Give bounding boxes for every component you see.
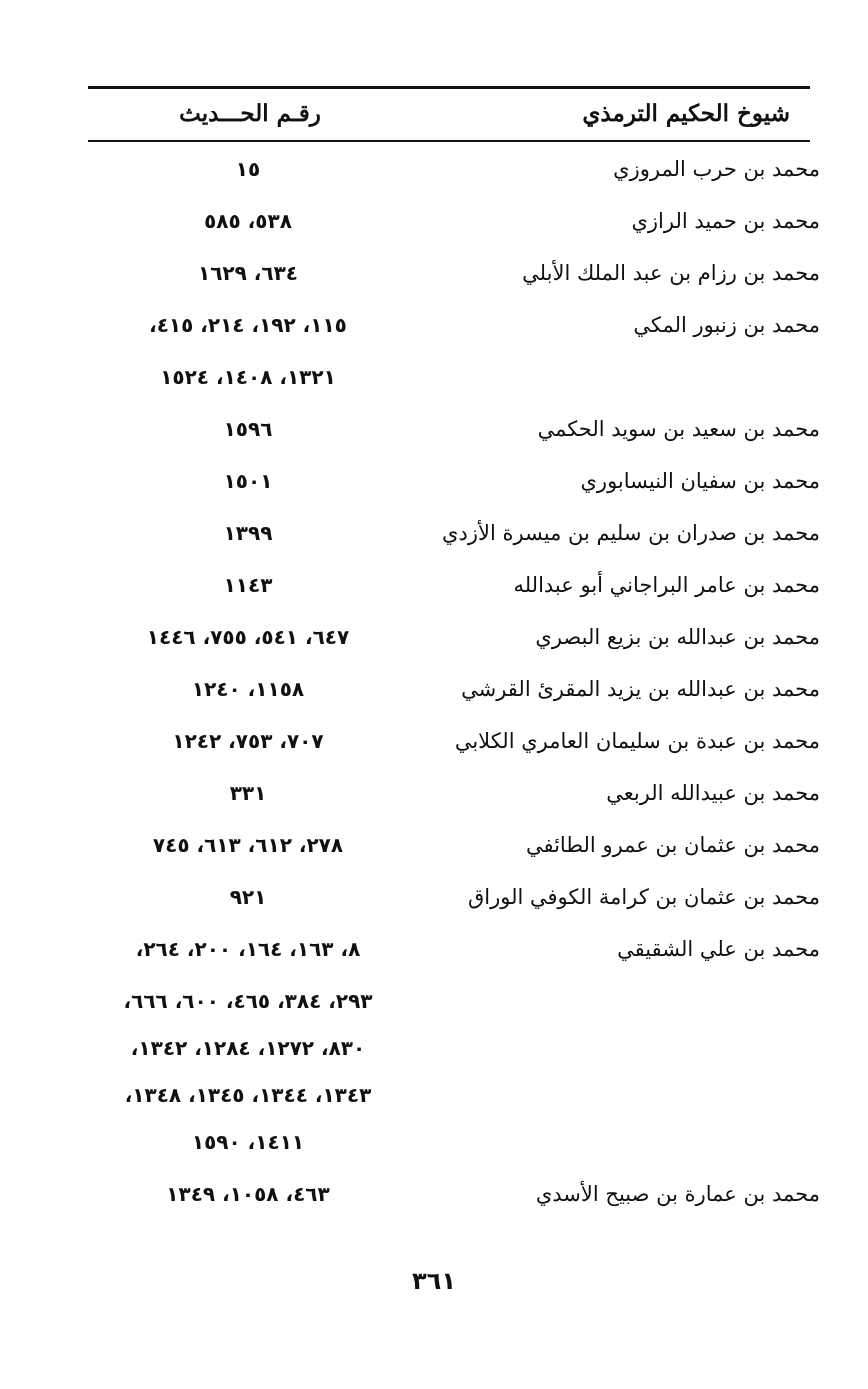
hadith-numbers: ٦٣٤، ١٦٢٩ <box>197 261 298 285</box>
hadith-numbers: ١٤١١، ١٥٩٠ <box>191 1130 305 1154</box>
sheikh-name: محمد بن حميد الرازي <box>631 209 820 233</box>
sheikh-name: محمد بن عثمان بن عمرو الطائفي <box>525 833 820 857</box>
hadith-numbers: ٩٢١ <box>229 885 267 909</box>
header-hadith-numbers: رقـم الحـــديث <box>179 100 321 127</box>
table-row <box>88 664 820 716</box>
table-row <box>88 248 820 300</box>
page-number: ٣٦١ <box>412 1267 456 1295</box>
hadith-numbers: ٢٧٨، ٦١٢، ٦١٣، ٧٤٥ <box>152 833 344 857</box>
table-row <box>88 456 820 508</box>
sheikh-name: محمد بن عبدالله بن بزيع البصري <box>535 625 820 649</box>
hadith-numbers: ١١٤٣ <box>223 573 273 597</box>
table-row <box>88 508 820 560</box>
table-row <box>88 300 820 352</box>
hadith-numbers: ١٥٠١ <box>223 469 273 493</box>
sheikh-name: محمد بن عمارة بن صبيح الأسدي <box>535 1182 820 1206</box>
hadith-numbers: ٢٩٣، ٣٨٤، ٤٦٥، ٦٠٠، ٦٦٦، <box>123 989 373 1013</box>
sheikh-name: محمد بن صدران بن سليم بن ميسرة الأزدي <box>442 521 820 545</box>
sheikh-name: محمد بن عثمان بن كرامة الكوفي الوراق <box>467 885 820 909</box>
table-row <box>88 560 820 612</box>
sheikh-name: محمد بن سعيد بن سويد الحكمي <box>537 417 820 441</box>
hadith-numbers: ٣٣١ <box>229 781 267 805</box>
hadith-numbers: ٤٦٣، ١٠٥٨، ١٣٤٩ <box>166 1182 330 1206</box>
hadith-numbers: ٦٤٧، ٥٤١، ٧٥٥، ١٤٤٦ <box>146 625 350 649</box>
hadith-numbers: ١٣٤٣، ١٣٤٤، ١٣٤٥، ١٣٤٨، <box>124 1083 372 1107</box>
table-row <box>88 196 820 248</box>
hadith-numbers: ١١٥، ١٩٢، ٢١٤، ٤١٥، <box>149 313 347 337</box>
hadith-numbers: ١٣٩٩ <box>223 521 273 545</box>
table-row <box>88 404 820 456</box>
table-row <box>88 924 820 976</box>
sheikh-name: محمد بن عامر البراجاني أبو عبدالله <box>513 573 820 597</box>
sheikh-name: محمد بن عبدة بن سليمان العامري الكلابي <box>454 729 820 753</box>
table-row-continuation <box>88 1117 810 1169</box>
table-row-continuation <box>88 1023 810 1070</box>
sheikh-name: محمد بن عبدالله بن يزيد المقرئ القرشي <box>461 677 820 701</box>
sheikh-name: محمد بن رزام بن عبد الملك الأبلي <box>522 261 820 285</box>
sheikh-name: محمد بن عبيدالله الربعي <box>606 781 820 805</box>
hadith-numbers: ١٥ <box>235 157 261 181</box>
table-row-continuation <box>88 352 810 404</box>
table-row-continuation <box>88 976 810 1023</box>
hadith-numbers: ١٣٢١، ١٤٠٨، ١٥٢٤ <box>160 365 336 389</box>
sheikh-name: محمد بن زنبور المكي <box>633 313 820 337</box>
table-row <box>88 1169 820 1221</box>
table-row <box>88 820 820 872</box>
header-sheikhs: شيوخ الحكيم الترمذي <box>582 100 790 127</box>
index-table <box>88 144 820 1221</box>
sheikh-name: محمد بن علي الشقيقي <box>617 937 820 961</box>
table-row <box>88 716 820 768</box>
hadith-numbers: ١٥٩٦ <box>223 417 273 441</box>
table-row <box>88 144 820 196</box>
hadith-numbers: ٨، ١٦٣، ١٦٤، ٢٠٠، ٢٦٤، <box>135 937 361 961</box>
table-row <box>88 612 820 664</box>
hadith-numbers: ١١٥٨، ١٢٤٠ <box>191 677 305 701</box>
sheikh-name: محمد بن سفيان النيسابوري <box>580 469 820 493</box>
top-rule <box>88 86 810 89</box>
table-row-continuation <box>88 1070 810 1117</box>
hadith-numbers: ٧٠٧، ٧٥٣، ١٢٤٢ <box>172 729 324 753</box>
hadith-numbers: ٨٣٠، ١٢٧٢، ١٢٨٤، ١٣٤٢، <box>130 1036 366 1060</box>
sheikh-name: محمد بن حرب المروزي <box>613 157 820 181</box>
hadith-numbers: ٥٣٨، ٥٨٥ <box>204 209 292 233</box>
table-row <box>88 768 820 820</box>
table-row <box>88 872 820 924</box>
header-rule <box>88 140 810 142</box>
